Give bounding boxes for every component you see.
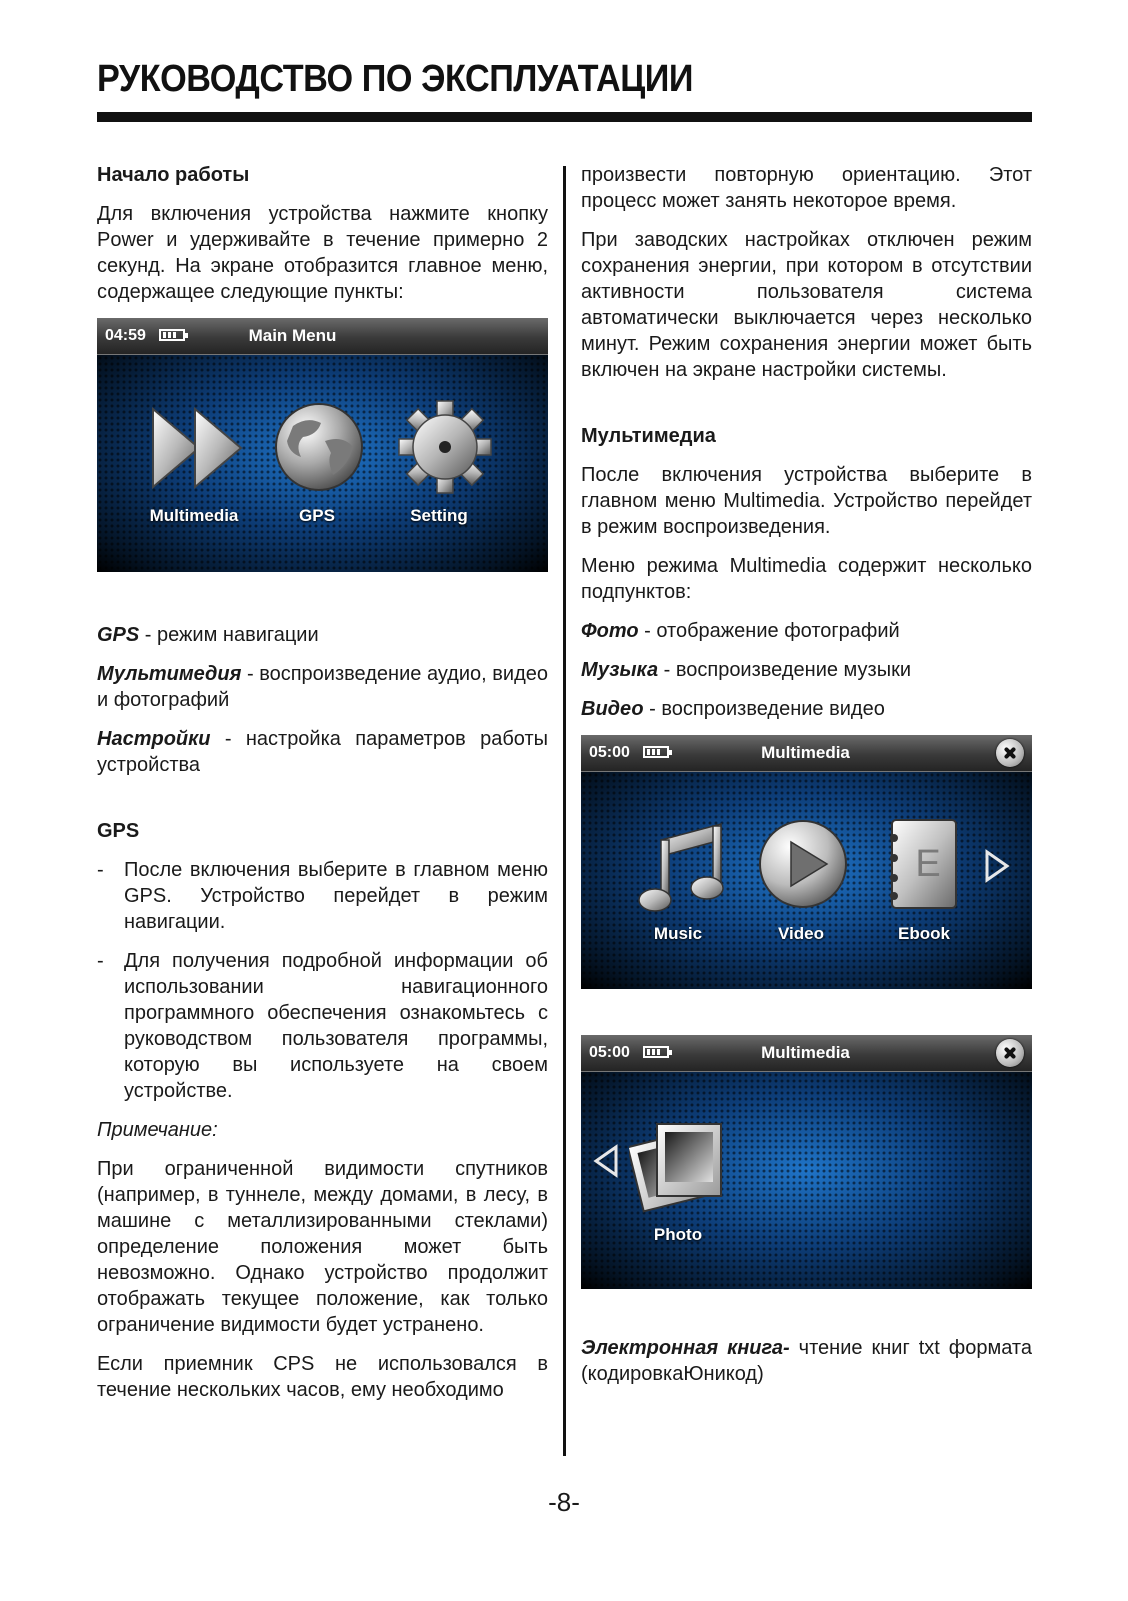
def-term: Электронная книга- — [581, 1337, 790, 1359]
def-text: - воспроизведение видео — [643, 698, 885, 720]
status-bar — [581, 1035, 1032, 1072]
def-music — [581, 657, 1032, 683]
gps-label[interactable]: GPS — [299, 506, 335, 525]
def-term: Настройки — [97, 728, 211, 750]
continuation-paragraph: произвести повторную ориентацию. Этот процесс может занять некоторое время. — [581, 164, 1032, 212]
def-multimedia — [97, 661, 548, 713]
clock: 05:00 — [589, 1044, 630, 1061]
page-title: РУКОВОДСТВО ПО ЭКСПЛУАТАЦИИ — [97, 58, 694, 100]
def-term: Мультимедия — [97, 663, 242, 685]
column-divider — [563, 166, 566, 1456]
gps-heading: GPS — [97, 820, 140, 842]
start-paragraph: Для включения устройства нажмите кнопку Power и удерживайте в течение примерно 2 секунд. На экране отобразится главное меню, содержащее следующие пункты: — [97, 203, 548, 303]
def-gps — [97, 622, 548, 648]
photo-label[interactable]: Photo — [653, 1225, 703, 1244]
ebook-icon[interactable] — [884, 816, 960, 912]
def-term: Музыка — [581, 659, 659, 681]
music-label[interactable]: Music — [653, 924, 703, 943]
video-play-icon[interactable] — [757, 818, 849, 910]
page-number: -8- — [548, 1487, 580, 1517]
multimedia-label[interactable]: Multimedia — [149, 506, 239, 525]
note-paragraph: При ограниченной видимости спутников (например, в туннеле, между домами, в лесу, в машине с металлизированными стеклами) определение положения может быть невозможно. Однако устройство продолжит отображать текущее положение, как только ограничение видимости будет устранено. — [97, 1158, 548, 1336]
start-heading: Начало работы — [97, 164, 250, 186]
next-arrow-icon[interactable] — [984, 849, 1010, 883]
def-term: GPS — [97, 624, 140, 646]
title-rule — [97, 112, 1032, 122]
gps-receiver-paragraph: Если приемник CPS не использовался в течение нескольких часов, ему необходимо — [97, 1353, 548, 1401]
setting-label[interactable]: Setting — [410, 506, 468, 525]
def-text: чтение книг txt формата (кодировкаЮникод) — [581, 1337, 1032, 1385]
list-item: - Для получения подробной информации об использовании навигационного программного обеспечения ознакомьтесь с руководством пользователя программы, которую вы используете на своем устройстве. — [97, 948, 548, 1104]
screen-title: Main Menu — [248, 326, 337, 345]
multimedia-screen-2 — [581, 1035, 1032, 1289]
music-note-icon[interactable] — [633, 820, 729, 916]
power-saving-paragraph: При заводских настройках отключен режим сохранения энергии, при котором в отсутствии активности пользователя система автоматически выключается через несколько минут. Режим сохранения энергии может быть включен на экране настройки системы. — [581, 229, 1032, 381]
main-menu-screen — [97, 318, 548, 572]
svg-text:E: E — [915, 843, 941, 885]
def-settings — [97, 726, 548, 778]
status-bar — [97, 318, 548, 355]
screen-title: Multimedia — [761, 743, 850, 762]
def-text: - отображение фотографий — [638, 620, 900, 642]
multimedia-heading: Мультимедиа — [581, 425, 716, 447]
def-text: - воспроизведение музыки — [658, 659, 911, 681]
note-label: Примечание: — [97, 1119, 218, 1141]
multimedia-paragraph-2: Меню режима Multimedia содержит несколько подпунктов: — [581, 555, 1032, 603]
def-video — [581, 696, 1032, 722]
def-ebook — [581, 1335, 1032, 1387]
def-photo — [581, 618, 1032, 644]
previous-arrow-icon[interactable] — [593, 1144, 619, 1178]
list-item: - После включения выберите в главном меню GPS. Устройство перейдет в режим навигации. — [97, 857, 548, 935]
screen-title: Multimedia — [761, 1043, 850, 1062]
photo-icon[interactable] — [629, 1120, 725, 1216]
def-text: - настройка параметров работы устройства — [97, 728, 548, 776]
gps-globe-icon[interactable] — [273, 401, 365, 493]
screen-body — [581, 1072, 1032, 1289]
setting-gear-icon[interactable] — [397, 399, 493, 495]
ebook-label[interactable]: Ebook — [898, 924, 950, 943]
screen-body — [581, 772, 1032, 989]
gps-list — [97, 857, 548, 1104]
clock: 05:00 — [589, 744, 630, 761]
def-text: - режим навигации — [139, 624, 319, 646]
video-label[interactable]: Video — [778, 924, 824, 943]
clock: 04:59 — [105, 327, 146, 344]
screen-body — [97, 355, 548, 572]
def-term: Фото — [581, 620, 639, 642]
multimedia-fast-forward-icon[interactable] — [149, 403, 247, 493]
close-button[interactable] — [996, 739, 1024, 767]
def-term: Видео — [581, 698, 644, 720]
close-button[interactable] — [996, 1039, 1024, 1067]
status-bar — [581, 735, 1032, 772]
multimedia-screen-1 — [581, 735, 1032, 989]
def-text: - воспроизведение аудио, видео и фотографий — [97, 663, 548, 711]
right-column — [581, 162, 1032, 1400]
multimedia-paragraph-1: После включения устройства выберите в главном меню Multimedia. Устройство перейдет в режим воспроизведения. — [581, 464, 1032, 538]
left-column — [97, 162, 548, 1416]
